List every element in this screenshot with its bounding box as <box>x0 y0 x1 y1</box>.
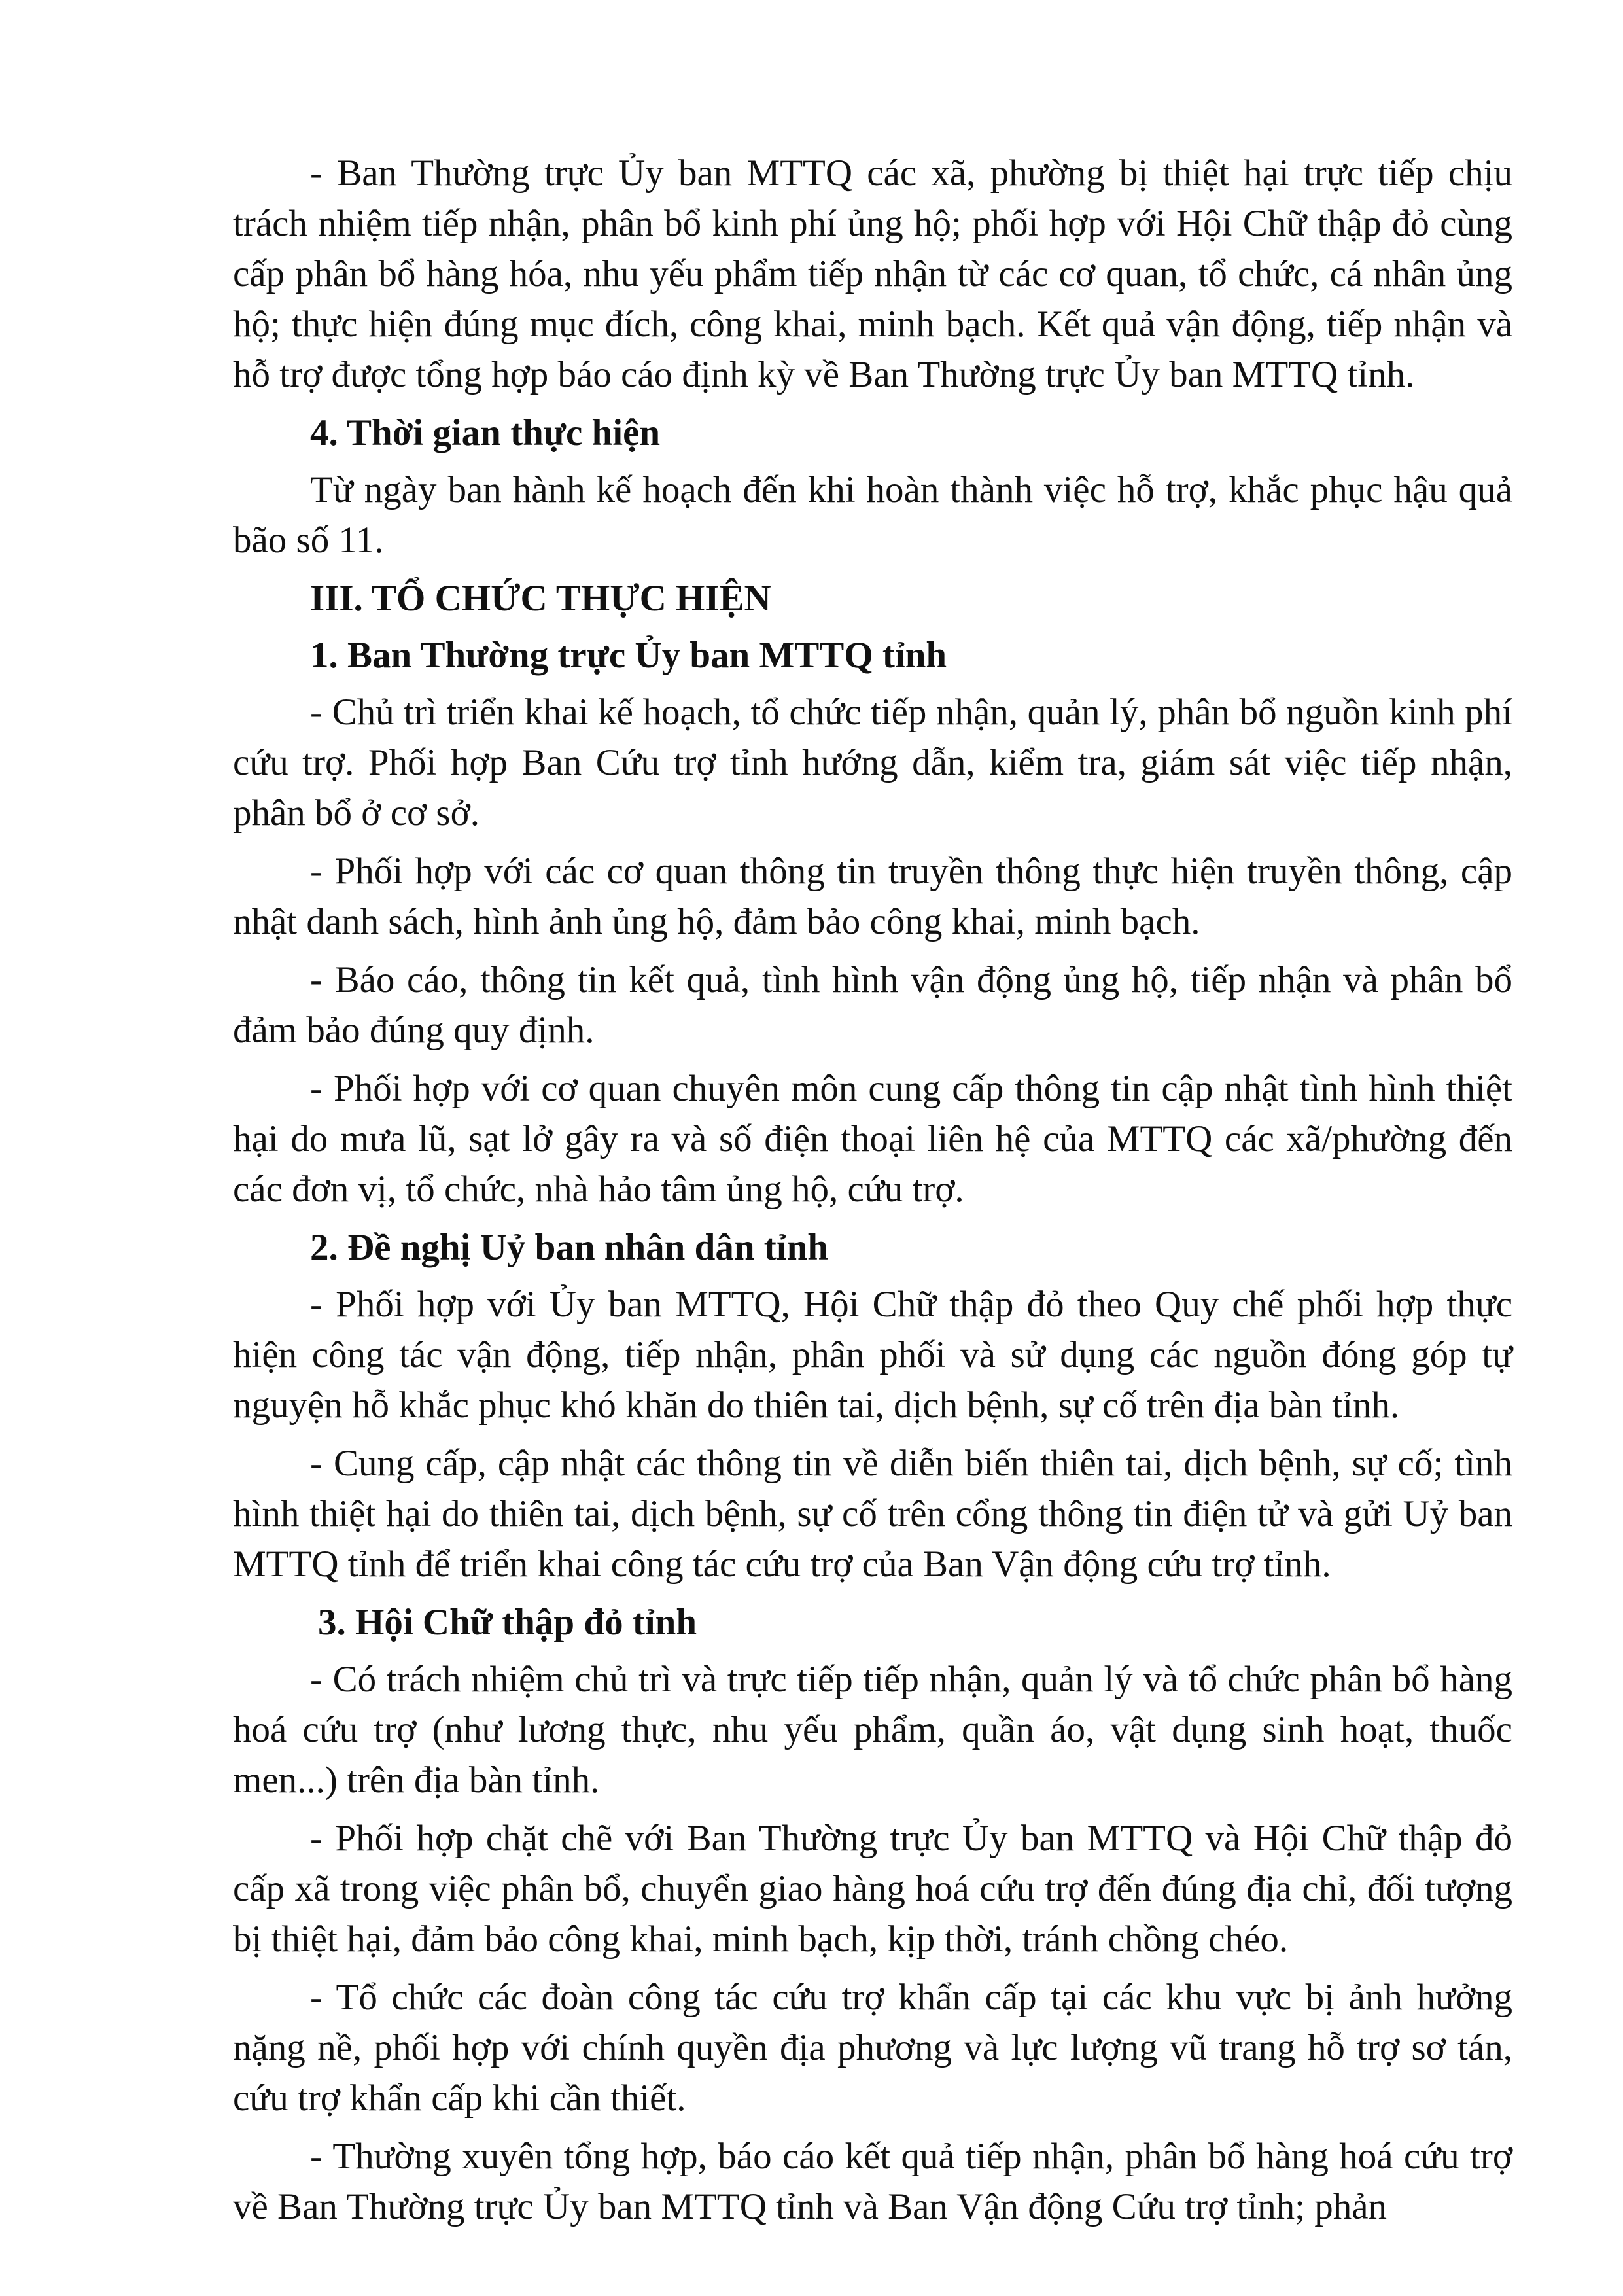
paragraph-mttq-media: - Phối hợp với các cơ quan thông tin truyền thông thực hiện truyền thông, cập nhật danh sách, hình ảnh ủng hộ, đảm bảo công khai, minh bạch. <box>233 851 1512 942</box>
document-page <box>233 148 1512 2240</box>
heading-provincial-mttq: 1. Ban Thường trực Ủy ban MTTQ tỉnh <box>310 635 947 676</box>
section-heading-organization: III. TỔ CHỨC THỰC HIỆN <box>310 578 771 619</box>
paragraph-mttq-lead: - Chủ trì triển khai kế hoạch, tổ chức tiếp nhận, quản lý, phân bổ nguồn kinh phí cứu trợ. Phối hợp Ban Cứu trợ tỉnh hướng dẫn, kiểm tra, giám sát việc tiếp nhận, phân bổ ở cơ sở. <box>233 692 1512 834</box>
heading-red-cross: 3. Hội Chữ thập đỏ tỉnh <box>318 1602 697 1643</box>
paragraph-commune-committee: - Ban Thường trực Ủy ban MTTQ các xã, phường bị thiệt hại trực tiếp chịu trách nhiệm tiếp nhận, phân bổ kinh phí ủng hộ; phối hợp với Hội Chữ thập đỏ cùng cấp phân bổ hàng hóa, nhu yếu phẩm tiếp nhận từ các cơ quan, tổ chức, cá nhân ủng hộ; thực hiện đúng mục đích, công khai, minh bạch. Kết quả vận động, tiếp nhận và hỗ trợ được tổng hợp báo cáo định kỳ về Ban Thường trực Ủy ban MTTQ tỉnh. <box>233 152 1512 395</box>
paragraph-red-cross-coordination: - Phối hợp chặt chẽ với Ban Thường trực Ủy ban MTTQ và Hội Chữ thập đỏ cấp xã trong việc phân bổ, chuyển giao hàng hoá cứu trợ đến đúng địa chỉ, đối tượng bị thiệt hại, đảm bảo công khai, minh bạch, kịp thời, tránh chồng chéo. <box>233 1818 1512 1960</box>
paragraph-time-frame: Từ ngày ban hành kế hoạch đến khi hoàn thành việc hỗ trợ, khắc phục hậu quả bão số 11. <box>233 469 1512 561</box>
paragraph-red-cross-goods: - Có trách nhiệm chủ trì và trực tiếp tiếp nhận, quản lý và tổ chức phân bổ hàng hoá cứu trợ (như lương thực, nhu yếu phẩm, quần áo, vật dụng sinh hoạt, thuốc men...) trên địa bàn tỉnh. <box>233 1659 1512 1801</box>
paragraph-red-cross-emergency: - Tổ chức các đoàn công tác cứu trợ khẩn cấp tại các khu vực bị ảnh hưởng nặng nề, phối hợp với chính quyền địa phương và lực lượng vũ trang hỗ trợ sơ tán, cứu trợ khẩn cấp khi cần thiết. <box>233 1977 1512 2119</box>
paragraph-committee-updates: - Cung cấp, cập nhật các thông tin về diễn biến thiên tai, dịch bệnh, sự cố; tình hình thiệt hại do thiên tai, dịch bệnh, sự cố trên cổng thông tin điện tử và gửi Uỷ ban MTTQ tỉnh để triển khai công tác cứu trợ của Ban Vận động cứu trợ tỉnh. <box>233 1443 1512 1585</box>
paragraph-committee-coordination: - Phối hợp với Ủy ban MTTQ, Hội Chữ thập đỏ theo Quy chế phối hợp thực hiện công tác vận động, tiếp nhận, phân phối và sử dụng các nguồn đóng góp tự nguyện hỗ khắc phục khó khăn do thiên tai, dịch bệnh, sự cố trên địa bàn tỉnh. <box>233 1284 1512 1426</box>
heading-peoples-committee: 2. Đề nghị Uỷ ban nhân dân tỉnh <box>310 1227 828 1268</box>
paragraph-mttq-information: - Phối hợp với cơ quan chuyên môn cung cấp thông tin cập nhật tình hình thiệt hại do mưa lũ, sạt lở gây ra và số điện thoại liên hệ của MTTQ các xã/phường đến các đơn vị, tổ chức, nhà hảo tâm ủng hộ, cứu trợ. <box>233 1068 1512 1210</box>
paragraph-red-cross-reporting: - Thường xuyên tổng hợp, báo cáo kết quả tiếp nhận, phân bổ hàng hoá cứu trợ về Ban Thường trực Ủy ban MTTQ tỉnh và Ban Vận động Cứu trợ tỉnh; phản <box>233 2136 1512 2227</box>
heading-implementation-time: 4. Thời gian thực hiện <box>310 412 661 453</box>
paragraph-mttq-report: - Báo cáo, thông tin kết quả, tình hình vận động ủng hộ, tiếp nhận và phân bổ đảm bảo đúng quy định. <box>233 959 1512 1051</box>
